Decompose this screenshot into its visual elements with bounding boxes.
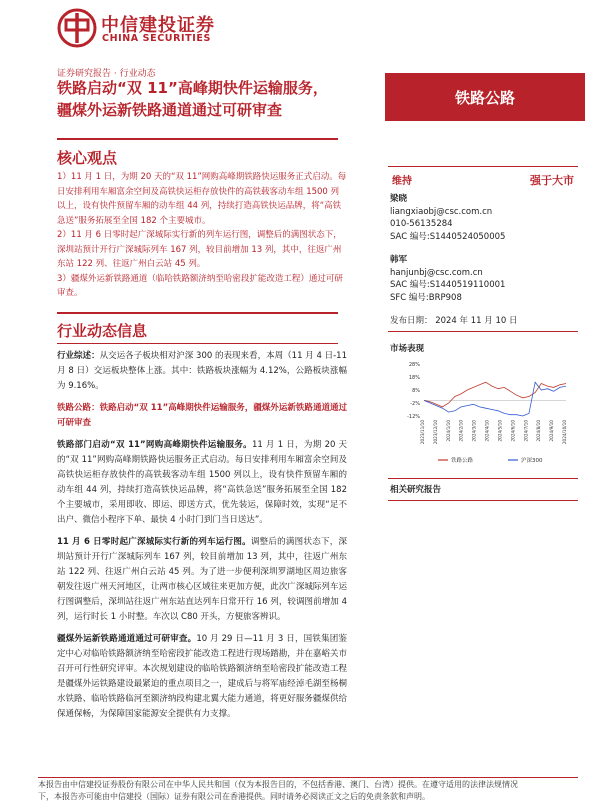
logo-cn-text: 中信建投证券 <box>101 15 215 36</box>
news-paragraph-3-text: 10 月 29 日—11 月 3 日，国铁集团鉴定中心对临哈铁路额济纳至哈密段扩能改造工程进行现场踏勘，并在嘉峪关市召开可行性研究评审。本次规划建设的临哈铁路额济纳至哈密段扩能改造工程是疆煤外运铁路建设最紧迫的重点项目之一，建成后与将军庙经淖毛湖至杨桐水铁路、临哈铁路临河至额济纳段构建北翼大能力通道，将更好服务疆煤供给保通保畅，为保障国家能源安全提供有力支撑。 <box>57 634 347 719</box>
rail-heading: 铁路公路：铁路启动“双 11”高峰期快件运输服务，疆煤外运新铁路通道通过可研审查 <box>57 403 347 428</box>
x-tick-label: 2024/8/10 <box>536 420 542 442</box>
company-logo-mark-icon <box>57 8 97 48</box>
news-paragraph-1-text: 11 月 1 日，为期 20 天的“双 11”网购高峰期铁路快运服务正式启动。每日安排利用车厢富余空间及高铁快运柜存放快件的高铁载客动车组 1500 列以上，设有快件预留车厢的动车组 44 列，持续打造高铁快运品牌，将“高铁急送”服务拓展至全国 182 个主要城市，采用即收、即运、即送方式，优先装运，保障时效，实现“足不出户、微信小程序下单、最快 4 小时门到门当日送达”。 <box>57 440 347 525</box>
analyst-1-email: liangxiaobj@csc.com.cn <box>390 206 493 217</box>
title-line-2: 疆煤外运新铁路通道通过可研审查 <box>57 101 283 119</box>
market-performance-chart <box>388 356 578 476</box>
analyst-1-phone: 010-56135284 <box>390 219 453 229</box>
news-paragraph-2-lead: 11 月 6 日零时起广深城际实行新的列车运行图。 <box>57 537 251 547</box>
news-paragraph-3 <box>57 632 347 722</box>
x-tick-label: 2024/7/10 <box>523 420 529 442</box>
y-tick-label: -2% <box>410 401 420 407</box>
news-paragraph-2 <box>57 535 347 625</box>
divider <box>388 166 578 167</box>
x-tick-label: 2024/9/10 <box>549 420 555 442</box>
x-tick-label: 2024/4/10 <box>484 420 490 442</box>
divider <box>57 343 338 344</box>
divider <box>388 331 578 332</box>
rating <box>390 172 578 188</box>
x-tick-label: 2024/10/10 <box>562 420 567 445</box>
news-paragraph-2-text: 调整后的满图状态下，深圳站预计开行广深城际列车 167 列，较目前增加 13 列，其中，往返广州东站 122 列、往返广州白云站 45 列。为了进一步便利深圳罗湖地区周边旅客朝发往返广州天河地区，让两市核心区域往来更加方便，此次广深城际列车运行图调整后，深圳站往返广州东站直达列车日常开行 16 列，较调图前增加 4 列，运行时长 1 小时整。车次以 C80 开头，方便旅客辨识。 <box>57 537 347 622</box>
industry-news-heading: 行业动态信息 <box>57 322 148 340</box>
x-tick-label: 2024/3/10 <box>471 420 477 442</box>
core-point-3: 3）疆煤外运新铁路通道（临哈铁路额济纳至哈密段扩能改造工程）通过可研审查。 <box>57 273 343 298</box>
company-logo <box>57 8 227 50</box>
divider <box>57 138 338 140</box>
analyst-2-sfc: SFC 编号:BRP908 <box>390 292 462 303</box>
news-paragraph-1-lead: 铁路部门启动“双 11”网购高峰期快件运输服务。 <box>57 440 253 450</box>
disclaimer-line-2: 下，本报告亦可能由中信建投（国际）证券有限公司在香港提供。同时请务必阅读正文之后的免责条款和声明。 <box>38 792 430 801</box>
legend-label: 铁路公路 <box>451 458 474 464</box>
report-type: 证券研究报告 · 行业动态 <box>57 69 156 79</box>
news-body <box>57 349 347 729</box>
rating-outperform: 强于大市 <box>530 174 574 187</box>
x-tick-label: 2024/5/10 <box>497 420 503 442</box>
series-line-rail <box>424 382 566 407</box>
analyst-2 <box>390 254 578 304</box>
core-point-1: 1）11 月 1 日，为期 20 天的“双 11”网购高峰期铁路快运服务正式启动。每日安排利用车厢富余空间及高铁快运柜存放快件的高铁载客动车组 1500 列以上，设有快件预留车厢的动车组 44 列，持续打造高铁快运品牌，将“高铁急送”服务拓展至全国 182 个主要城市。 <box>57 172 347 226</box>
disclaimer-line-1: 本报告由中信建投证券股份有限公司在中华人民共和国（仅为本报告目的，不包括香港、澳门、台湾）提供。在遵守适用的法律法规情况 <box>38 780 518 789</box>
logo-en-text: CHINA SECURITIES <box>102 33 211 44</box>
analyst-1 <box>390 193 578 243</box>
divider <box>388 478 578 479</box>
overview-paragraph <box>57 349 347 394</box>
y-tick-label: -12% <box>407 414 420 420</box>
overview-label: 行业综述： <box>57 351 100 361</box>
analyst-2-name: 韩军 <box>390 255 408 265</box>
news-paragraph-1 <box>57 438 347 528</box>
legend-label: 沪深300 <box>521 458 543 464</box>
x-tick-label: 2024/1/10 <box>445 420 451 442</box>
report-title <box>57 77 367 121</box>
publish-date: 发布日期： 2024 年 11 月 10 日 <box>390 316 518 326</box>
news-paragraph-3-lead: 疆煤外运新铁路通道通过可研审查。 <box>57 634 197 644</box>
y-tick-label: 18% <box>408 375 420 381</box>
divider <box>57 312 338 314</box>
x-tick-label: 2024/2/10 <box>458 420 464 442</box>
x-tick-label: 2023/11/10 <box>420 420 425 445</box>
analyst-2-sac: SAC 编号:S1440519110001 <box>390 280 506 290</box>
footer-divider <box>38 777 578 778</box>
y-tick-label: 8% <box>412 388 420 394</box>
related-reports-heading: 相关研究报告 <box>390 485 442 495</box>
title-line-1: 铁路启动“双 11”高峰期快件运输服务， <box>57 79 328 97</box>
rating-maintain: 维持 <box>392 176 412 187</box>
analyst-2-email: hanjunbj@csc.com.cn <box>390 267 483 278</box>
market-heading: 市场表现 <box>390 344 425 354</box>
divider <box>388 500 578 501</box>
industry-badge: 铁路公路 <box>385 73 585 121</box>
core-point-2: 2）11 月 6 日零时起广深城际实行新的列车运行图，调整后的满图状态下，深圳站预计开行广深城际列车 167 列，较目前增加 13 列，其中，往返广州东站 122 列、往返广州白云站 45 列。 <box>57 230 342 269</box>
disclaimer <box>38 779 598 803</box>
core-points <box>57 170 347 301</box>
analyst-1-name: 梁晓 <box>390 194 408 204</box>
y-tick-label: 28% <box>408 362 420 368</box>
x-tick-label: 2024/6/10 <box>510 420 516 442</box>
x-tick-label: 2023/12/10 <box>432 420 438 445</box>
analyst-1-sac: SAC 编号:S1440524050005 <box>390 231 506 242</box>
core-heading: 核心观点 <box>57 149 118 167</box>
overview-text: 从交运各子板块相对沪深 300 的表现来看，本周（11 月 4 日-11 月 8 日）交运板块整体上涨。其中：铁路板块涨幅为 4.12%，公路板块涨幅为 9.16%。 <box>57 351 347 391</box>
